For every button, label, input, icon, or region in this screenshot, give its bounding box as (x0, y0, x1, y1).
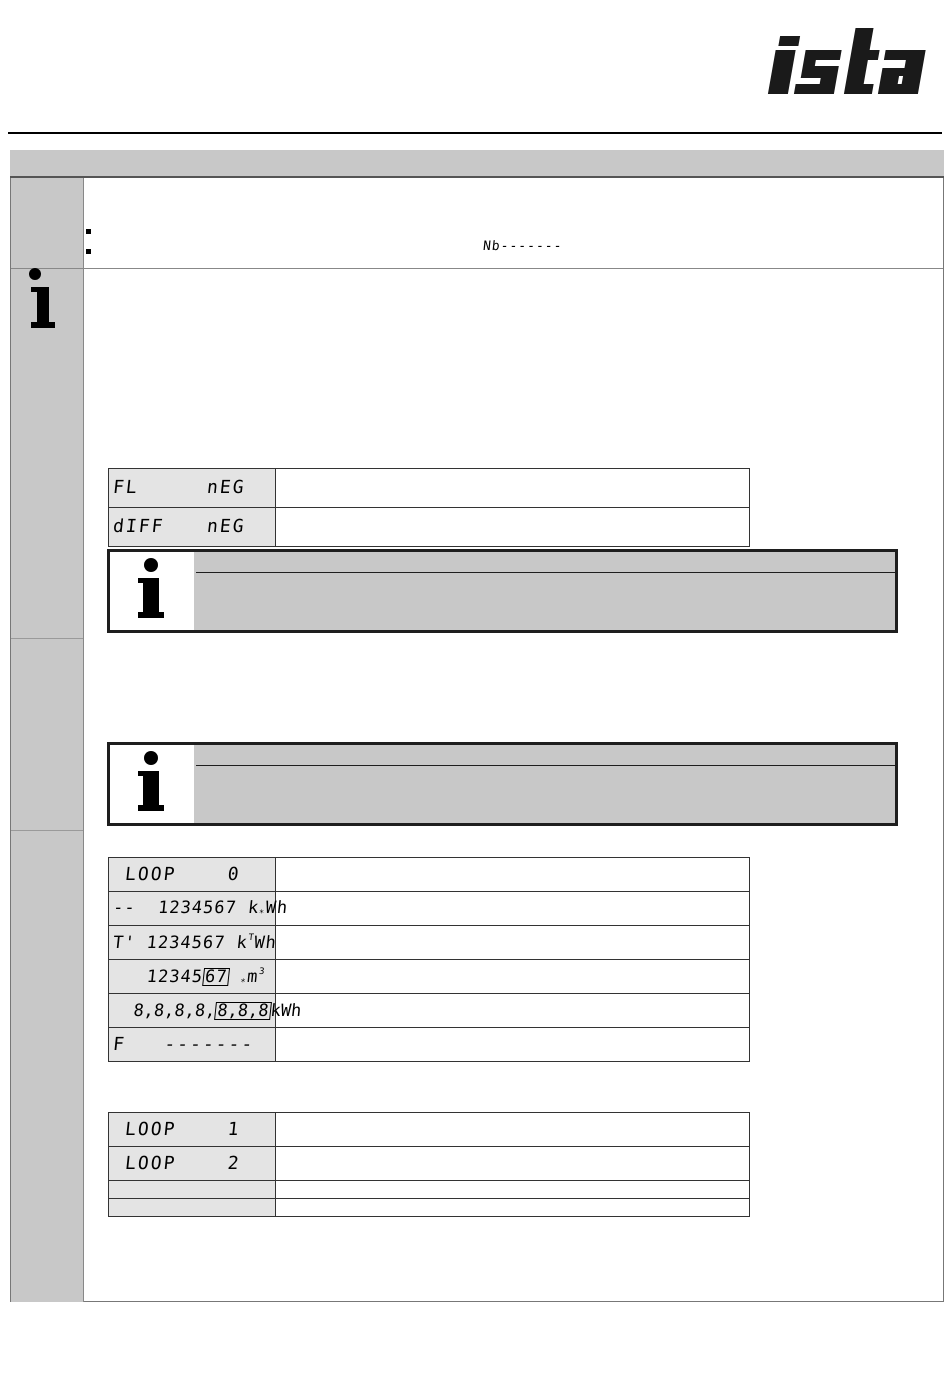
decimal-box: 67 (203, 966, 229, 987)
table-row (109, 892, 750, 926)
header-rule (8, 132, 942, 134)
star-mark: * (239, 977, 248, 988)
bullet (86, 249, 91, 254)
lcd-text: 1234567 $_*m^3$ (112, 966, 266, 988)
table-row (109, 858, 750, 892)
tariff-mark: T (247, 932, 256, 943)
decimal-box: 8,8,8 (216, 1000, 270, 1021)
note-divider (196, 765, 895, 766)
row-description (276, 892, 750, 926)
lcd-text (109, 1181, 276, 1199)
note-box (107, 742, 898, 826)
row-description (276, 926, 750, 960)
lcd-unit: kWh (269, 1000, 303, 1021)
lcd-text: 8,8,8,8,8,8,8kWh (111, 1000, 303, 1021)
row-description (276, 960, 750, 994)
table-row (109, 994, 750, 1028)
side-divider (11, 830, 83, 831)
row-description (276, 1147, 750, 1181)
row-description (276, 858, 750, 892)
side-column-divider (83, 178, 84, 1302)
nb-display (465, 227, 565, 253)
row-description (276, 1199, 750, 1217)
table-row (109, 1199, 750, 1217)
table-row (109, 1113, 750, 1147)
unit-exponent: 3 (258, 966, 266, 977)
lcd-right: nEG (205, 477, 247, 498)
table-row (109, 508, 750, 547)
table-row (109, 1028, 750, 1062)
loop0-table (108, 857, 750, 1062)
info-icon (110, 745, 194, 823)
nb-prefix: Nb (482, 239, 502, 254)
lcd-text: F ------- (111, 1033, 256, 1055)
table-row (109, 926, 750, 960)
row-description (276, 1028, 750, 1062)
note-box (107, 549, 898, 633)
lcd-right: nEG (205, 516, 247, 537)
lcd-text: -- 1234567 $k_*Wh$ (112, 897, 290, 919)
logo-text: ista (766, 14, 768, 15)
lcd-unit: Wh (253, 932, 278, 953)
loop-table (108, 1112, 750, 1217)
lcd-unit: m (246, 966, 260, 987)
ista-logo (766, 14, 946, 98)
lcd-text (109, 1199, 276, 1217)
star-mark: * (258, 908, 266, 919)
table-row (109, 1181, 750, 1199)
lcd-unit: Wh (264, 897, 290, 918)
nb-dashes: ------- (499, 239, 564, 254)
lcd-text: LOOP 1 (123, 1118, 242, 1140)
table-row (109, 960, 750, 994)
side-column (11, 178, 83, 1302)
info-icon (110, 552, 194, 630)
row-divider (11, 268, 943, 269)
table-row (109, 1147, 750, 1181)
row-description (276, 994, 750, 1028)
side-divider (11, 638, 83, 639)
lcd-text: LOOP 2 (123, 1152, 242, 1174)
section-title-bar (10, 150, 944, 178)
row-description (276, 1113, 750, 1147)
row-description (276, 469, 750, 508)
note-divider (196, 572, 895, 573)
lcd-text: LOOP 0 (123, 863, 242, 885)
lcd-text: T' 1234567 $k^TWh$ (111, 932, 278, 953)
lcd-left: dIFF (111, 516, 166, 537)
row-description (276, 1181, 750, 1199)
row-description (276, 508, 750, 547)
bullet (86, 229, 91, 234)
flow-error-table (108, 468, 750, 547)
table-row (109, 469, 750, 508)
lcd-left: FL (111, 477, 140, 498)
